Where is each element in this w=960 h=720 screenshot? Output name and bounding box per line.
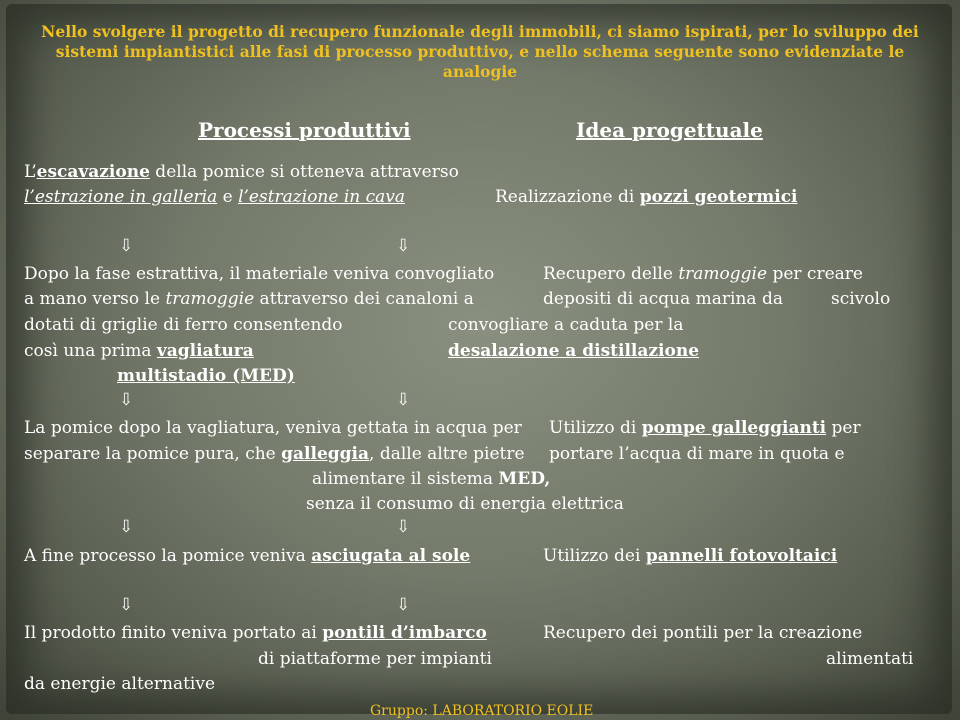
row5-right-line1: Recupero dei pontili per la creazione xyxy=(543,623,863,643)
arrow-down-icon: ⇩ xyxy=(396,390,411,410)
row2-right-scivolo: scivolo xyxy=(831,289,891,309)
row2-left-line4: così una prima vagliatura xyxy=(24,341,254,361)
row1-right: Realizzazione di pozzi geotermici xyxy=(495,187,798,207)
arrow-down-icon: ⇩ xyxy=(396,517,411,537)
arrow-down-icon: ⇩ xyxy=(396,595,411,615)
header-processi: Processi produttivi xyxy=(198,118,411,142)
row2-right-line1: Recupero delle tramoggie per creare xyxy=(543,264,863,284)
row3-center-line2: senza il consumo di energia elettrica xyxy=(306,494,624,514)
row5-right-line2: alimentati xyxy=(826,649,914,669)
row2-left-line2: a mano verso le tramoggie attraverso dei canaloni a xyxy=(24,289,474,309)
row2-right-line2: depositi di acqua marina da xyxy=(543,289,783,309)
row3-right-line2: portare l’acqua di mare in quota e xyxy=(549,444,845,464)
row2-left-line5: multistadio (MED) xyxy=(117,366,295,386)
row4-left: A fine processo la pomice veniva asciugata al sole xyxy=(24,546,471,566)
header-idea: Idea progettuale xyxy=(576,118,763,142)
footer-credit: Gruppo: LABORATORIO EOLIE xyxy=(370,703,594,719)
row4-right: Utilizzo dei pannelli fotovoltaici xyxy=(543,546,838,566)
row2-left-line1: Dopo la fase estrattiva, il materiale veniva convogliato xyxy=(24,264,495,284)
row5-line3: da energie alternative xyxy=(24,674,216,694)
arrow-down-icon: ⇩ xyxy=(119,595,134,615)
arrow-down-icon: ⇩ xyxy=(119,517,134,537)
row5-line2: di piattaforme per impianti xyxy=(258,649,492,669)
arrow-down-icon: ⇩ xyxy=(396,236,411,256)
arrow-down-icon: ⇩ xyxy=(119,236,134,256)
row2-left-line3: dotati di griglie di ferro consentendo xyxy=(24,315,343,335)
row3-center-line1: alimentare il sistema MED, xyxy=(312,469,551,489)
row1-line2: l’estrazione in galleria e l’estrazione in cava xyxy=(24,187,406,207)
row3-left-line1: La pomice dopo la vagliatura, veniva gettata in acqua per xyxy=(24,418,522,438)
row5-left-line1: Il prodotto finito veniva portato ai pontili d’imbarco xyxy=(24,623,487,643)
arrow-down-icon: ⇩ xyxy=(119,390,134,410)
row3-right-line1: Utilizzo di pompe galleggianti per xyxy=(549,418,861,438)
row1-line1: L’escavazione della pomice si otteneva attraverso xyxy=(24,162,459,182)
intro-text: Nello svolgere il progetto di recupero funzionale degli immobili, ci siamo ispirati, per lo sviluppo dei sistemi impiantistici alle fasi di processo produttivo, e nello schema seguente sono evidenziate le analogie xyxy=(41,22,919,81)
row3-left-line2: separare la pomice pura, che galleggia, dalle altre pietre xyxy=(24,444,525,464)
row2-right-line4: desalazione a distillazione xyxy=(448,341,700,361)
row2-right-line3: convogliare a caduta per la xyxy=(448,315,684,335)
